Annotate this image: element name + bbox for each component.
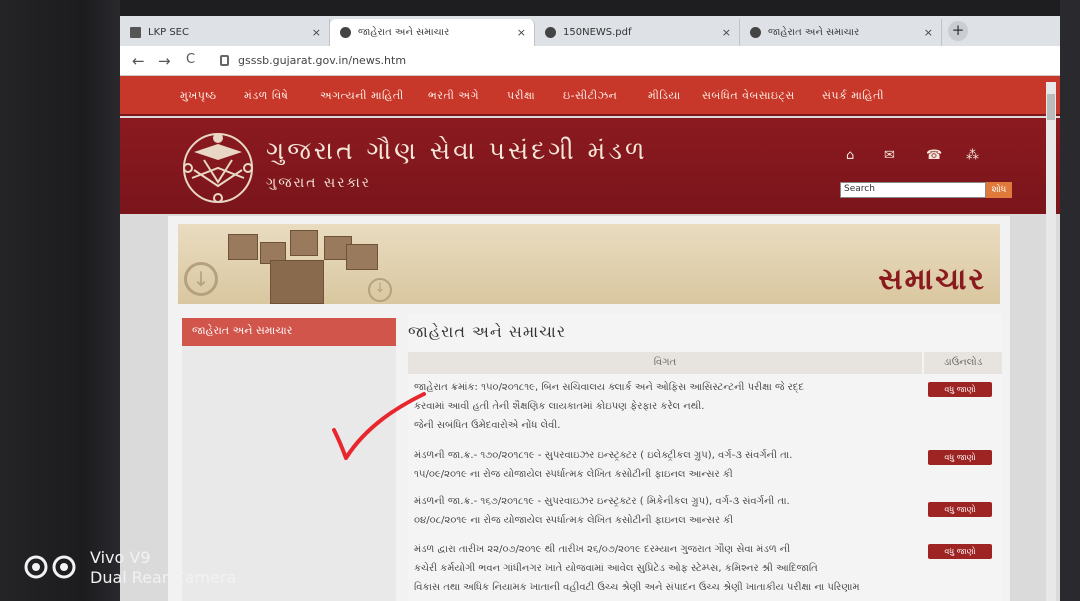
sitemap-icon[interactable]: ⁂ (966, 148, 979, 163)
tab-label: જાહેરાત અને સમાચાર (768, 27, 860, 38)
row-text (414, 492, 914, 530)
down-arrow-icon: ↓ (184, 262, 218, 296)
address-bar (120, 46, 1060, 76)
tab-label: 150NEWS.pdf (563, 27, 632, 38)
row-line: કરવામાં આવી હતી તેની શૈક્ષણિક લાયકાતમાં કોઇપણ ફેરફાર કરેલ નથી. (414, 401, 705, 412)
news-banner (178, 224, 1000, 304)
monitor-bezel-left (0, 0, 120, 601)
globe-icon (340, 27, 351, 38)
row-line: જેની સબંધિત ઉમેદવારોએ નોંધ લેવી. (414, 420, 561, 431)
row-line: ૦૪/૦૮/૨૦૧૯ ના રોજ યોજાયેલ સ્પર્ધાત્મક લેખિત કસોટીની ફાઇનલ આન્સર કી (414, 515, 734, 526)
search-input[interactable]: Search (840, 182, 986, 198)
read-more-button[interactable]: વધુ જાણો (928, 502, 992, 517)
site-subtitle: ગુજરાત સરકાર (266, 175, 371, 191)
table-row (408, 378, 1002, 440)
tab-label: જાહેરાત અને સમાચાર (358, 27, 450, 38)
menu-item-recruitment[interactable]: ભરતી અંગે (428, 89, 480, 102)
back-arrow-icon[interactable]: ← (132, 52, 145, 70)
news-section (408, 314, 1002, 601)
watermark-label: Dual Rear Camera (90, 568, 237, 587)
menu-item-important[interactable]: અગત્યની માહિતી (320, 89, 404, 102)
row-text (414, 446, 914, 484)
table-row (408, 446, 1002, 488)
read-more-button[interactable]: વધુ જાણો (928, 382, 992, 397)
banner-box (228, 234, 258, 260)
close-icon[interactable]: × (923, 26, 933, 39)
red-checkmark-icon (330, 390, 430, 465)
row-line: વિકાસ તથા અધિક નિયામક ખાતાની વહીવટી ઉચ્ચ શ્રેણી અને સંપાદન ઉચ્ચ શ્રેણી ખાતાકીય પરીક્ષા ના પરિણામ (414, 582, 860, 593)
web-page (120, 76, 1060, 601)
row-text (414, 378, 914, 435)
table-header-details: વિગત (408, 352, 922, 374)
row-line: મંડળની જા.ક્ર.- ૧૬૭/૨૦૧૮૧૯ - સુપરવાઇઝર ઇન્સ્ટ્રક્ટર ( મિકેનીકલ ગ્રુપ), વર્ગ-૩ સંવર્ગની તા. (414, 496, 790, 507)
table-row (408, 492, 1002, 534)
tab-lkp-sec[interactable] (120, 19, 330, 46)
page-icon (130, 27, 141, 38)
close-icon[interactable]: × (721, 26, 731, 39)
mail-icon[interactable]: ✉ (884, 148, 895, 163)
table-header-download: ડાઉનલોડ (924, 352, 1002, 374)
tab-label: LKP SEC (148, 27, 189, 38)
page-scrollbar[interactable] (1046, 82, 1056, 601)
menu-item-home[interactable]: મુખપૃષ્ઠ (180, 89, 217, 102)
tab-pdf[interactable] (535, 19, 740, 46)
menu-item-about[interactable]: મંડળ વિષે (244, 89, 289, 102)
tab-news-active[interactable] (330, 19, 535, 46)
table-row (408, 540, 1002, 601)
close-icon[interactable]: × (516, 26, 526, 39)
read-more-button[interactable]: વધુ જાણો (928, 544, 992, 559)
tab-news-2[interactable] (740, 19, 942, 46)
phone-icon[interactable]: ☎ (926, 148, 943, 163)
browser-tab-bar (120, 16, 1060, 46)
menu-item-exam[interactable]: પરીક્ષા (507, 89, 536, 102)
gsssb-logo-icon (180, 130, 256, 206)
vivo-logo-icon (24, 553, 80, 581)
site-title: ગુજરાત ગૌણ સેવા પસંદગી મંડળ (266, 136, 648, 165)
menu-item-media[interactable]: મીડિયા (648, 89, 681, 102)
row-line: ૧૫/૦૯/૨૦૧૯ ના રોજ યોજાયેલ સ્પર્ધાત્મક લેખિત કસોટીની ફાઇનલ આન્સર કી (414, 469, 733, 480)
banner-box (346, 244, 378, 270)
search-button[interactable]: શોધ (986, 182, 1012, 198)
down-arrow-icon: ↓ (368, 278, 392, 302)
monitor-screen (120, 16, 1060, 601)
banner-box (270, 260, 324, 304)
menu-item-contact[interactable]: સંપર્ક માહિતી (822, 89, 885, 102)
camera-watermark (90, 548, 236, 588)
forward-arrow-icon[interactable]: → (158, 52, 171, 70)
section-title: જાહેરાત અને સમાચાર (408, 322, 567, 341)
globe-icon (545, 27, 556, 38)
sidebar-item-news[interactable]: જાહેરાત અને સમાચાર (182, 318, 396, 346)
banner-title: સમાચાર (878, 262, 986, 297)
row-line: મંડળ દ્વારા તારીખ ૨૨/૦૭/૨૦૧૯ થી તારીખ ૨૬/૦૭/૨૦૧૯ દરમ્યાન ગુજરાત ગૌણ સેવા મંડળ ની (414, 544, 791, 555)
banner-box (290, 230, 318, 256)
menu-item-e-citizen[interactable]: ઇ-સીટીઝન (563, 89, 618, 102)
monitor-bezel-top (0, 0, 1080, 16)
read-more-button[interactable]: વધુ જાણો (928, 450, 992, 465)
globe-icon (750, 27, 761, 38)
reload-icon[interactable]: C (186, 52, 196, 67)
site-header (120, 118, 1060, 214)
menu-item-related-sites[interactable]: સબંધિત વેબસાઇટ્સ (702, 89, 795, 102)
row-line: મંડળની જા.ક્ર.- ૧૭૦/૨૦૧૮૧૯ - સુપરવાઇઝર ઇન્સ્ટ્રક્ટર ( ઇલેક્ટ્રીકલ ગ્રુપ), વર્ગ-૩ સંવર્ગની તા. (414, 450, 793, 461)
close-icon[interactable]: × (311, 26, 321, 39)
row-text (414, 540, 914, 597)
monitor-bezel-right (1060, 0, 1080, 601)
watermark-model: Vivo V9 (90, 548, 151, 567)
new-tab-button[interactable]: + (948, 21, 968, 41)
lock-icon (220, 55, 229, 66)
row-line: કચેરી કર્મયોગી ભવન ગાંધીનગર ખાતે યોજવામાં આવેલ સુપ્રિટેડ ઓફ સ્ટેમ્પ્સ, કમિશ્નર શ્રી આદિજાતિ (414, 563, 818, 574)
scrollbar-thumb[interactable] (1047, 94, 1055, 120)
content-area (168, 216, 1010, 601)
row-line: જાહેરાત ક્રમાંક: ૧૫૦/૨૦૧૮૧૯, બિન સચિવાલય ક્લાર્ક અને ઓફિસ આસિસ્ટન્ટની પરીક્ષા જે રદ્દ (414, 382, 804, 393)
url-field[interactable]: gsssb.gujarat.gov.in/news.htm (238, 54, 407, 67)
home-icon[interactable]: ⌂ (846, 148, 855, 163)
main-menu (120, 76, 1060, 116)
